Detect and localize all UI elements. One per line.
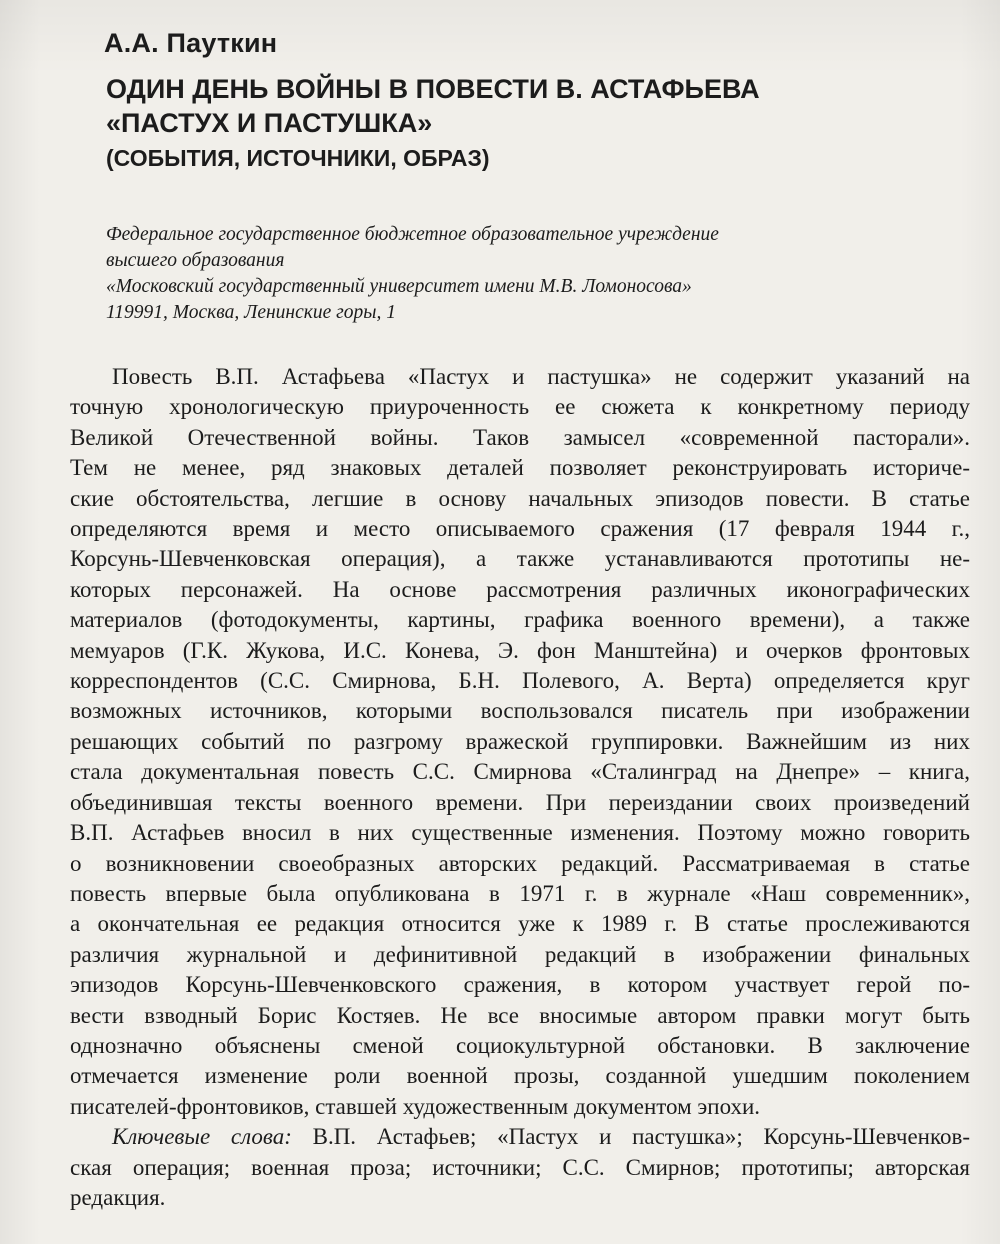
abstract-line: а окончательная ее редакция относится уже к 1989 г. В статье прослеживаются bbox=[70, 911, 970, 937]
abstract-line: определяются время и место описываемого сражения (17 февраля 1944 г., bbox=[70, 516, 970, 542]
title-line: «ПАСТУХ И ПАСТУШКА» bbox=[106, 108, 433, 138]
article-title bbox=[106, 72, 970, 140]
abstract-line: стала документальная повесть С.С. Смирнова «Сталинград на Днепре» – книга, bbox=[70, 759, 970, 785]
abstract-line: однозначно объяснены сменой социокультурной обстановки. В заключение bbox=[70, 1032, 970, 1058]
abstract-line: Повесть В.П. Астафьева «Пастух и пастушка» не содержит указаний на bbox=[112, 364, 970, 389]
abstract-line: которых персонажей. На основе рассмотрения различных иконографических bbox=[70, 576, 970, 602]
abstract-line: отмечается изменение роли военной прозы, созданной ушедшим поколением bbox=[70, 1063, 970, 1089]
author-name: А.А. Пауткин bbox=[104, 28, 278, 58]
abstract-line: точную хронологическую приуроченность ее сюжета к конкретному периоду bbox=[70, 394, 970, 420]
abstract-line: корреспондентов (С.С. Смирнова, Б.Н. Полевого, А. Верта) определяется круг bbox=[70, 668, 970, 694]
abstract-line: различия журнальной и дефинитивной редакций в изображении финальных bbox=[70, 941, 970, 967]
article-subtitle: (СОБЫТИЯ, ИСТОЧНИКИ, ОБРАЗ) bbox=[106, 145, 490, 171]
abstract-line: объединившая тексты военного времени. При переиздании своих произведений bbox=[70, 789, 970, 815]
abstract-line: Тем не менее, ряд знаковых деталей позволяет реконструировать историче- bbox=[70, 455, 970, 481]
affiliation-line: 119991, Москва, Ленинские горы, 1 bbox=[106, 302, 396, 323]
affiliation-line: «Московский государственный университет имени М.В. Ломоносова» bbox=[106, 276, 692, 297]
article-header bbox=[70, 26, 970, 1213]
affiliation bbox=[106, 222, 970, 326]
abstract-line: вести взводный Борис Костяев. Не все вносимые автором правки могут быть bbox=[70, 1002, 970, 1028]
keywords-text: В.П. Астафьев; «Пастух и пастушка»; Корсунь-Шевченков- bbox=[291, 1124, 971, 1150]
abstract-line: возможных источников, которыми воспользовался писатель при изображении bbox=[70, 698, 970, 724]
affiliation-line: Федеральное государственное бюджетное образовательное учреждение bbox=[106, 224, 719, 245]
affiliation-line: высшего образования bbox=[106, 250, 285, 271]
abstract-line: эпизодов Корсунь-Шевченковского сражения, в котором участвует герой по- bbox=[70, 972, 970, 998]
keywords-label: Ключевые слова: bbox=[112, 1124, 292, 1150]
abstract-line: решающих событий по разгрому вражеской группировки. Важнейшим из них bbox=[70, 728, 970, 754]
abstract-line: ские обстоятельства, легшие в основу начальных эпизодов повести. В статье bbox=[70, 485, 970, 511]
abstract-line: материалов (фотодокументы, картины, графика военного времени), а также bbox=[70, 607, 970, 633]
abstract-line: Великой Отечественной войны. Таков замысел «современной пасторали». bbox=[70, 424, 970, 450]
abstract-line: В.П. Астафьев вносил в них существенные изменения. Поэтому можно говорить bbox=[70, 820, 970, 846]
abstract bbox=[70, 362, 970, 1122]
keywords-line: ская операция; военная проза; источники; С.С. Смирнов; прототипы; авторская bbox=[70, 1154, 970, 1180]
keywords-line bbox=[70, 1122, 970, 1152]
abstract-line: Корсунь-Шевченковская операция), а также устанавливаются прототипы не- bbox=[70, 546, 970, 572]
abstract-line: мемуаров (Г.К. Жукова, И.С. Конева, Э. фон Манштейна) и очерков фронтовых bbox=[70, 637, 970, 663]
abstract-line: о возникновении своеобразных авторских редакций. Рассматриваемая в статье bbox=[70, 850, 970, 876]
abstract-line: повесть впервые была опубликована в 1971 г. в журнале «Наш современник», bbox=[70, 880, 970, 906]
keywords-line: редакция. bbox=[70, 1184, 166, 1210]
title-line: ОДИН ДЕНЬ ВОЙНЫ В ПОВЕСТИ В. АСТАФЬЕВА bbox=[106, 74, 760, 104]
abstract-line: писателей-фронтовиков, ставшей художественным документом эпохи. bbox=[70, 1093, 761, 1119]
keywords bbox=[70, 1122, 970, 1213]
